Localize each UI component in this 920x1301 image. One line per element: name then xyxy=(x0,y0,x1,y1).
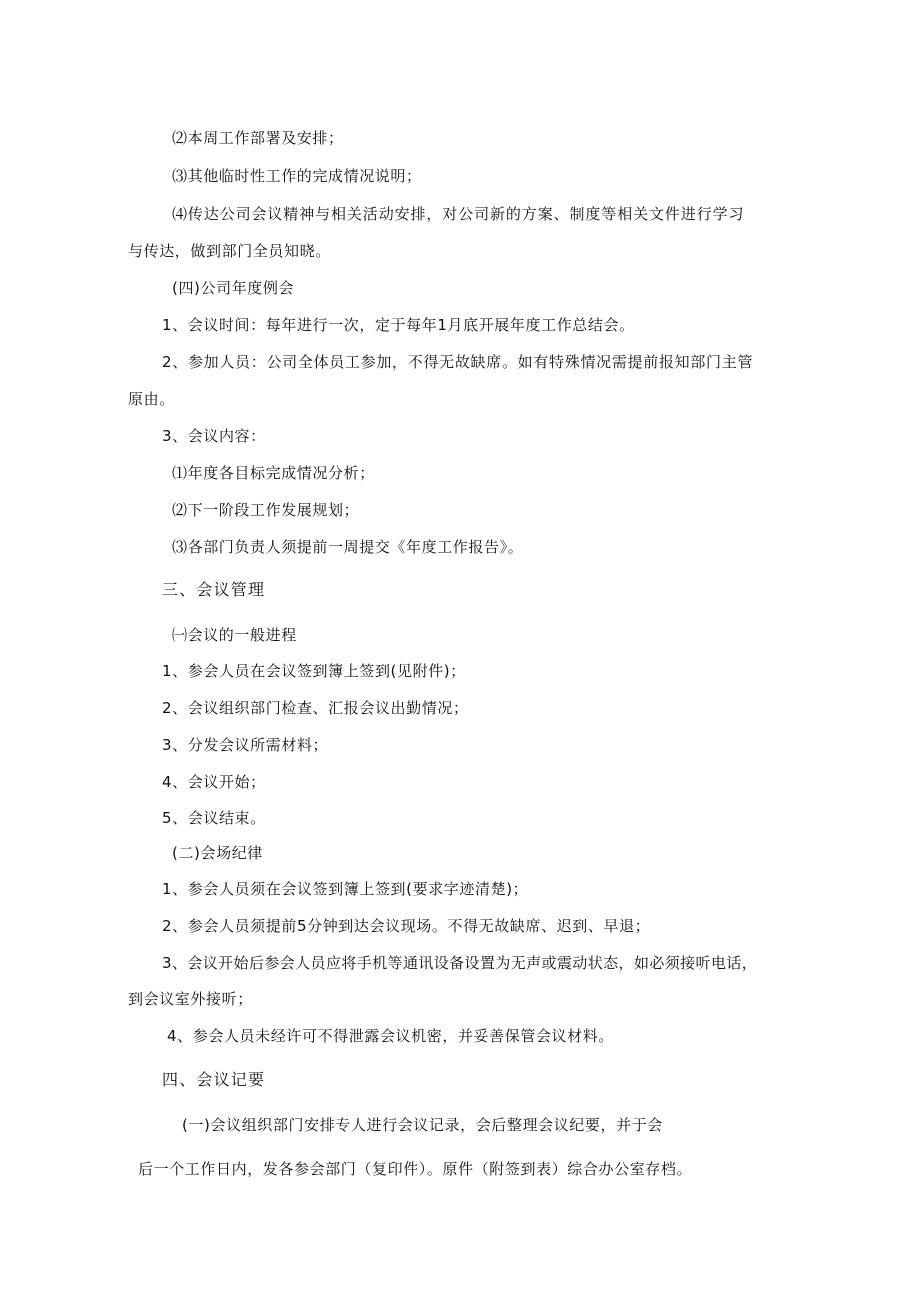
text-line: (一)会议组织部门安排专人进行会议记录，会后整理会议纪要，并于会 xyxy=(182,1116,663,1134)
text-line: 4、参会人员未经许可不得泄露会议机密，并妥善保管会议材料。 xyxy=(167,1027,614,1045)
text-line: 2、会议组织部门检查、汇报会议出勤情况； xyxy=(162,699,469,717)
text-line: 3、分发会议所需材料； xyxy=(162,736,329,754)
text-line: 与传达，做到部门全员知晓。 xyxy=(128,242,331,260)
text-line: 4、会议开始； xyxy=(162,773,266,791)
section-heading: 三、会议管理 xyxy=(162,580,266,599)
section-heading: 四、会议记要 xyxy=(162,1070,266,1089)
text-line: 2、参会人员须提前5分钟到达会议现场。不得无故缺席、迟到、早退； xyxy=(162,917,651,935)
text-line: 3、会议内容： xyxy=(162,427,266,445)
text-line: 5、会议结束。 xyxy=(162,809,266,827)
text-line: ⑴年度各目标完成情况分析； xyxy=(172,464,375,482)
text-line: 后一个工作日内，发各参会部门（复印件）。原件（附签到表）综合办公室存档。 xyxy=(138,1160,693,1178)
text-line: ⑵下一阶段工作发展规划； xyxy=(172,501,360,519)
text-line: ⑵本周工作部署及安排； xyxy=(172,129,344,147)
text-line: 1、参会人员在会议签到簿上签到(见附件)； xyxy=(162,662,466,680)
section-heading: ㈠会议的一般进程 xyxy=(172,626,297,644)
text-line: 到会议室外接听； xyxy=(128,990,253,1008)
text-line: 3、会议开始后参会人员应将手机等通讯设备设置为无声或震动状态，如必须接听电话， xyxy=(162,954,758,972)
text-line: ⑶各部门负责人须提前一周提交《年度工作报告》。 xyxy=(172,538,524,556)
section-heading: (四)公司年度例会 xyxy=(172,279,295,297)
text-line: 1、参会人员须在会议签到簿上签到(要求字迹清楚)； xyxy=(162,880,529,898)
section-heading: (二)会场纪律 xyxy=(172,844,263,862)
text-line: ⑷传达公司会议精神与相关活动安排，对公司新的方案、制度等相关文件进行学习 xyxy=(172,205,745,223)
text-line: 原由。 xyxy=(128,390,175,408)
text-line: 1、会议时间：每年进行一次，定于每年1月底开展年度工作总结会。 xyxy=(162,316,635,334)
text-line: ⑶其他临时性工作的完成情况说明； xyxy=(172,167,422,185)
text-line: 2、参加人员：公司全体员工参加，不得无故缺席。如有特殊情况需提前报知部门主管 xyxy=(162,353,754,371)
